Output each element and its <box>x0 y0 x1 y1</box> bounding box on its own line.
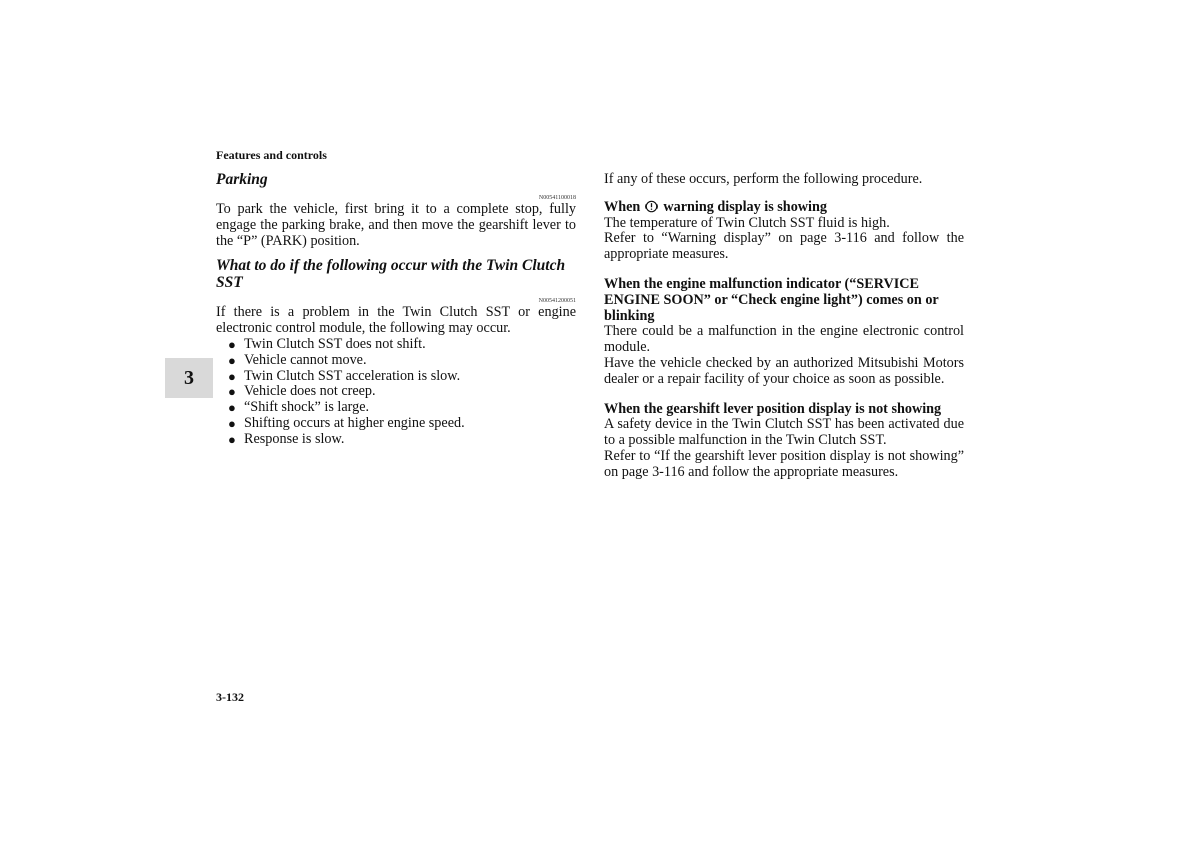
heading-text: When <box>604 198 641 215</box>
warning-display-line: The temperature of Twin Clutch SST fluid is high. <box>604 214 890 231</box>
warning-display-heading <box>604 200 964 216</box>
left-column <box>216 171 576 448</box>
chapter-tab <box>165 358 213 398</box>
list-item <box>228 400 576 416</box>
list-item <box>228 416 576 432</box>
gearshift-display-line: A safety device in the Twin Clutch SST has been activated due to a possible malfunction in the Twin Clutch SST. <box>604 416 964 449</box>
right-column <box>604 172 964 481</box>
engine-indicator-heading: When the engine malfunction indicator (“SERVICE ENGINE SOON” or “Check engine light”) comes on or blinking <box>604 275 939 324</box>
reference-code: N00541100018 <box>538 195 576 201</box>
procedure-intro: If any of these occurs, perform the following procedure. <box>604 171 923 187</box>
section-title-twin-clutch: What to do if the following occur with the Twin Clutch SST <box>216 257 566 292</box>
bullet-icon: ● <box>228 431 236 447</box>
parking-body: To park the vehicle, first bring it to a complete stop, fully engage the parking brake, and then move the gearshift lever to the “P” (PARK) position. <box>216 201 576 249</box>
engine-indicator-advice: Have the vehicle checked by an authorized Mitsubishi Motors dealer or a repair facility of your choice as soon as possible. <box>604 354 964 387</box>
bullet-icon: ● <box>228 384 236 400</box>
list-item <box>228 353 576 369</box>
page-number: 3-132 <box>216 690 244 704</box>
list-item-text: Twin Clutch SST does not shift. <box>244 335 426 352</box>
twin-clutch-intro: If there is a problem in the Twin Clutch SST or engine electronic control module, the following may occur. <box>216 304 576 337</box>
engine-indicator-line: There could be a malfunction in the engine electronic control module. <box>604 323 964 356</box>
gearshift-display-heading: When the gearshift lever position display is not showing <box>604 400 942 417</box>
list-item-text: Vehicle cannot move. <box>244 351 367 368</box>
transmission-warning-icon <box>645 200 658 213</box>
list-item <box>228 337 576 353</box>
list-item-text: Vehicle does not creep. <box>244 383 376 400</box>
gearshift-display-reference: Refer to “If the gearshift lever position display is not showing” on page 3-116 and follow the appropriate measures. <box>604 447 964 480</box>
bullet-icon: ● <box>228 352 236 368</box>
chapter-number: 3 <box>184 366 194 389</box>
list-item <box>228 369 576 385</box>
bullet-icon: ● <box>228 415 236 431</box>
reference-code: N00541200051 <box>538 298 576 305</box>
symptom-list <box>216 337 576 448</box>
running-head: Features and controls <box>216 148 327 162</box>
list-item-text: “Shift shock” is large. <box>244 399 370 416</box>
list-item-text: Response is slow. <box>244 430 345 447</box>
heading-text: warning display is showing <box>663 198 827 215</box>
bullet-icon: ● <box>228 336 236 352</box>
list-item <box>228 384 576 400</box>
section-title-parking: Parking <box>216 171 268 188</box>
list-item-text: Twin Clutch SST acceleration is slow. <box>244 367 461 384</box>
list-item <box>228 432 576 448</box>
warning-display-reference: Refer to “Warning display” on page 3-116 and follow the appropriate measures. <box>604 230 964 263</box>
list-item-text: Shifting occurs at higher engine speed. <box>244 414 465 431</box>
bullet-icon: ● <box>228 368 236 384</box>
bullet-icon: ● <box>228 400 236 416</box>
